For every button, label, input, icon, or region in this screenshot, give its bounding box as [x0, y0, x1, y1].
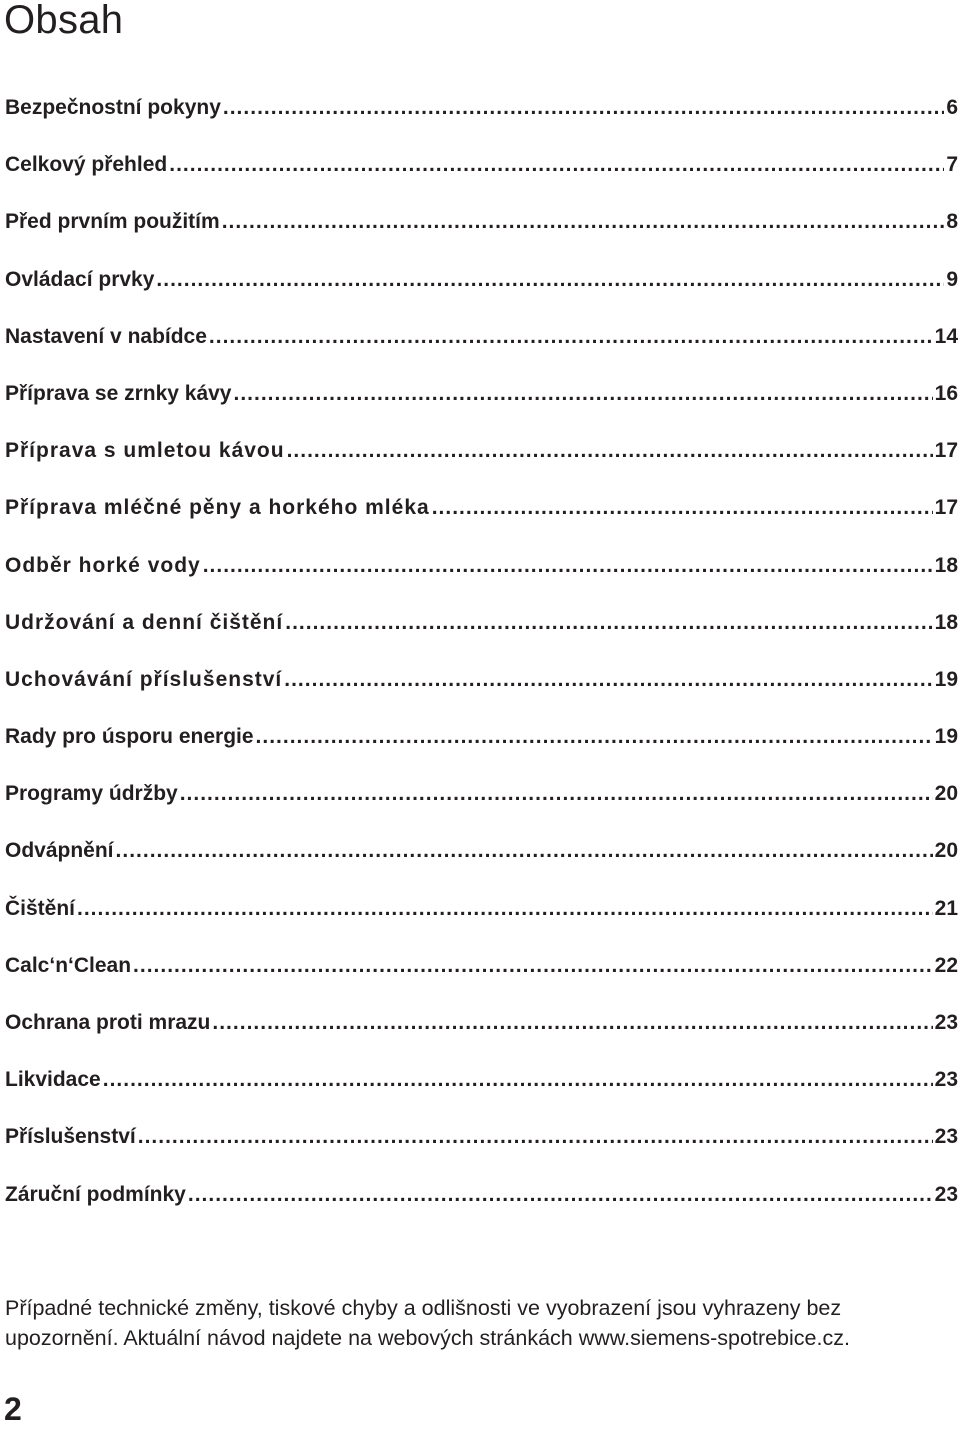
toc-entry-label: Ochrana proti mrazu	[5, 1011, 211, 1034]
toc-entry-page: 9	[946, 267, 958, 291]
toc-entry-label: Příprava se zrnky kávy	[5, 381, 232, 405]
toc-entry-label: Příprava s umletou kávou	[5, 439, 285, 463]
toc-entry	[5, 608, 958, 665]
toc-entry-page: 16	[934, 381, 958, 405]
toc-dot-leader	[432, 493, 933, 523]
toc-entry-label: Odvápnění	[5, 839, 114, 863]
toc-entry-label: Programy údržby	[5, 782, 178, 806]
toc-entry	[5, 1065, 958, 1122]
toc-entry	[5, 436, 958, 493]
table-of-contents	[5, 93, 958, 1237]
toc-entry-label: Calc‘n‘Clean	[5, 953, 132, 977]
toc-entry-page: 20	[934, 782, 958, 806]
toc-dot-leader	[180, 779, 933, 809]
toc-dot-leader	[222, 207, 945, 237]
toc-entry-label: Nastavení v nabídce	[5, 324, 207, 348]
toc-entry-label: Odběr horké vody	[5, 553, 201, 577]
toc-entry-page: 19	[934, 725, 958, 749]
toc-entry-label: Příprava mléčné pěny a horkého mléka	[5, 496, 430, 520]
toc-entry-label: Čištění	[5, 896, 76, 920]
toc-entry	[5, 207, 958, 264]
toc-entry-page: 23	[934, 1011, 958, 1034]
toc-dot-leader	[188, 1180, 933, 1210]
toc-entry-page: 20	[934, 839, 958, 863]
toc-entry-page: 23	[934, 1182, 958, 1206]
toc-dot-leader	[285, 608, 932, 638]
footnote: Případné technické změny, tiskové chyby a odlišnosti ve vyobrazení jsou vyhrazeny bez upozornění. Aktuální návod najdete na webových stránkách www.siemens-spotrebice.cz.	[5, 1296, 850, 1350]
toc-dot-leader	[133, 951, 933, 981]
toc-entry	[5, 493, 958, 550]
toc-entry-page: 23	[934, 1068, 958, 1092]
toc-entry-page: 14	[934, 324, 958, 348]
toc-dot-leader	[287, 436, 933, 466]
toc-entry	[5, 722, 958, 779]
toc-entry-page: 17	[934, 439, 958, 463]
toc-entry	[5, 665, 958, 722]
toc-dot-leader	[138, 1122, 933, 1152]
toc-entry-label: Před prvním použitím	[5, 210, 220, 234]
toc-entry-label: Celkový přehled	[5, 153, 168, 177]
toc-entry-page: 21	[934, 896, 958, 920]
toc-dot-leader	[284, 665, 932, 695]
toc-entry-page: 23	[934, 1125, 958, 1149]
toc-entry-label: Rady pro úsporu energie	[5, 725, 254, 749]
toc-entry-label: Záruční podmínky	[5, 1182, 186, 1206]
toc-dot-leader	[256, 722, 933, 752]
toc-entry-label: Ovládací prvky	[5, 267, 155, 291]
toc-dot-leader	[212, 1008, 932, 1038]
toc-dot-leader	[203, 551, 933, 581]
toc-dot-leader	[169, 150, 944, 180]
page-number: 2	[4, 1391, 22, 1427]
toc-entry-label: Bezpečnostní pokyny	[5, 96, 221, 119]
toc-entry-page: 18	[934, 610, 958, 634]
toc-entry-page: 8	[946, 210, 958, 234]
toc-entry	[5, 379, 958, 436]
toc-entry	[5, 779, 958, 836]
toc-entry-page: 19	[934, 667, 958, 691]
toc-entry	[5, 551, 958, 608]
toc-entry	[5, 322, 958, 379]
toc-dot-leader	[209, 322, 933, 352]
toc-dot-leader	[156, 265, 944, 295]
toc-dot-leader	[223, 93, 944, 123]
toc-entry	[5, 836, 958, 893]
toc-dot-leader	[103, 1065, 933, 1095]
toc-entry	[5, 150, 958, 207]
toc-entry-label: Uchovávání příslušenství	[5, 667, 283, 691]
toc-entry	[5, 93, 958, 150]
toc-entry-page: 18	[934, 553, 958, 577]
toc-dot-leader	[116, 836, 933, 866]
toc-entry-label: Udržování a denní čištění	[5, 610, 284, 634]
toc-dot-leader	[234, 379, 933, 409]
toc-entry	[5, 1122, 958, 1179]
toc-entry	[5, 1180, 958, 1237]
toc-entry-page: 17	[934, 496, 958, 520]
page-title: Obsah	[4, 0, 124, 42]
toc-dot-leader	[77, 894, 933, 924]
toc-entry	[5, 1008, 958, 1065]
toc-entry	[5, 894, 958, 951]
toc-entry-page: 22	[934, 953, 958, 977]
toc-entry	[5, 265, 958, 322]
toc-entry-label: Příslušenství	[5, 1125, 136, 1149]
toc-entry-page: 7	[946, 153, 958, 177]
toc-entry-page: 6	[946, 96, 958, 119]
toc-entry-label: Likvidace	[5, 1068, 101, 1092]
toc-entry	[5, 951, 958, 1008]
